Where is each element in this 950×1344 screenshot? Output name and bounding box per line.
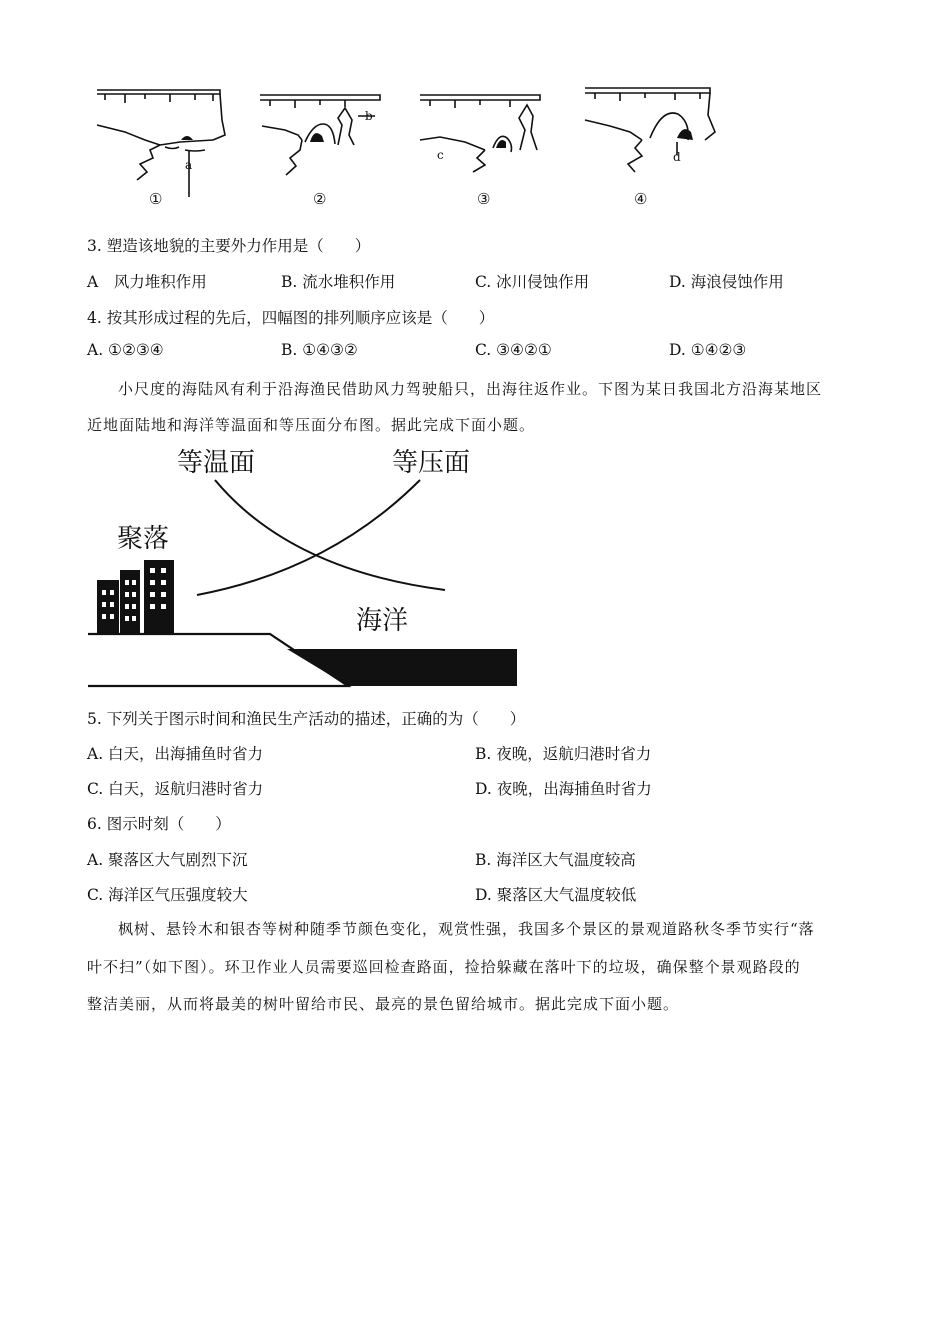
passage3-line3: 整洁美丽，从而将最美的树叶留给市民、最亮的景色留给城市。据此完成下面小题。 <box>87 995 680 1013</box>
panel-label-1: ① <box>149 190 163 208</box>
panel-1-sketch <box>97 90 225 197</box>
q6-stem: 6. 图示时刻（ ） <box>87 815 231 833</box>
marker-d: d <box>673 150 681 164</box>
q6-option-d: D. 聚落区大气温度较低 <box>475 886 637 904</box>
q6-option-a: A. 聚落区大气剧烈下沉 <box>87 851 248 869</box>
q6-option-b: B. 海洋区大气温度较高 <box>475 851 636 869</box>
q3-option-a: A 风力堆积作用 <box>87 273 207 291</box>
q4-option-a: A. ①②③④ <box>87 341 164 359</box>
q3-option-c: C. 冰川侵蚀作用 <box>475 273 590 291</box>
q4-option-c: C. ③④②① <box>475 341 552 359</box>
ocean-label: 海洋 <box>356 606 409 636</box>
isobar-label: 等压面 <box>392 448 471 478</box>
passage3-line1: 枫树、悬铃木和银杏等树种随季节颜色变化，观赏性强，我国多个景区的景观道路秋冬季节实行“落 <box>118 920 815 938</box>
q5-option-d: D. 夜晚，出海捕鱼时省力 <box>475 780 652 798</box>
isotherm-curve <box>215 480 445 590</box>
q5-option-b: B. 夜晚，返航归港时省力 <box>475 745 652 763</box>
settlement-buildings <box>97 560 174 634</box>
marker-a: a <box>185 158 193 172</box>
panel-label-3: ③ <box>477 190 491 208</box>
settlement-label: 聚落 <box>117 524 170 554</box>
q5-option-c: C. 白天，返航归港时省力 <box>87 780 264 798</box>
q6-option-c: C. 海洋区气压强度较大 <box>87 886 248 904</box>
isotherm-label: 等温面 <box>177 448 256 478</box>
q3-stem: 3. 塑造该地貌的主要外力作用是（ ） <box>87 237 371 255</box>
marker-c: c <box>437 148 444 162</box>
q3-option-d: D. 海浪侵蚀作用 <box>669 273 784 291</box>
ocean-body <box>287 649 517 686</box>
panel-label-4: ④ <box>634 190 648 208</box>
q4-option-d: D. ①④②③ <box>669 341 747 359</box>
q4-stem: 4. 按其形成过程的先后，四幅图的排列顺序应该是（ ） <box>87 309 495 327</box>
q4-option-b: B. ①④③② <box>281 341 358 359</box>
q5-stem: 5. 下列关于图示时间和渔民生产活动的描述，正确的为（ ） <box>87 710 526 728</box>
panel-label-2: ② <box>313 190 327 208</box>
passage2-line2: 近地面陆地和海洋等温面和等压面分布图。据此完成下面小题。 <box>87 416 536 434</box>
panel-4-sketch <box>585 88 715 172</box>
passage3-line2: 叶不扫”（如下图）。环卫作业人员需要巡回检查路面，捡拾躲藏在落叶下的垃圾，确保整个景观路段的 <box>87 958 801 976</box>
q3-option-b: B. 流水堆积作用 <box>281 273 396 291</box>
marker-b: b <box>365 109 373 123</box>
passage2-line1: 小尺度的海陆风有利于沿海渔民借助风力驾驶船只，出海往返作业。下图为某日我国北方沿海某地区 <box>118 380 823 398</box>
q5-option-a: A. 白天，出海捕鱼时省力 <box>87 745 264 763</box>
